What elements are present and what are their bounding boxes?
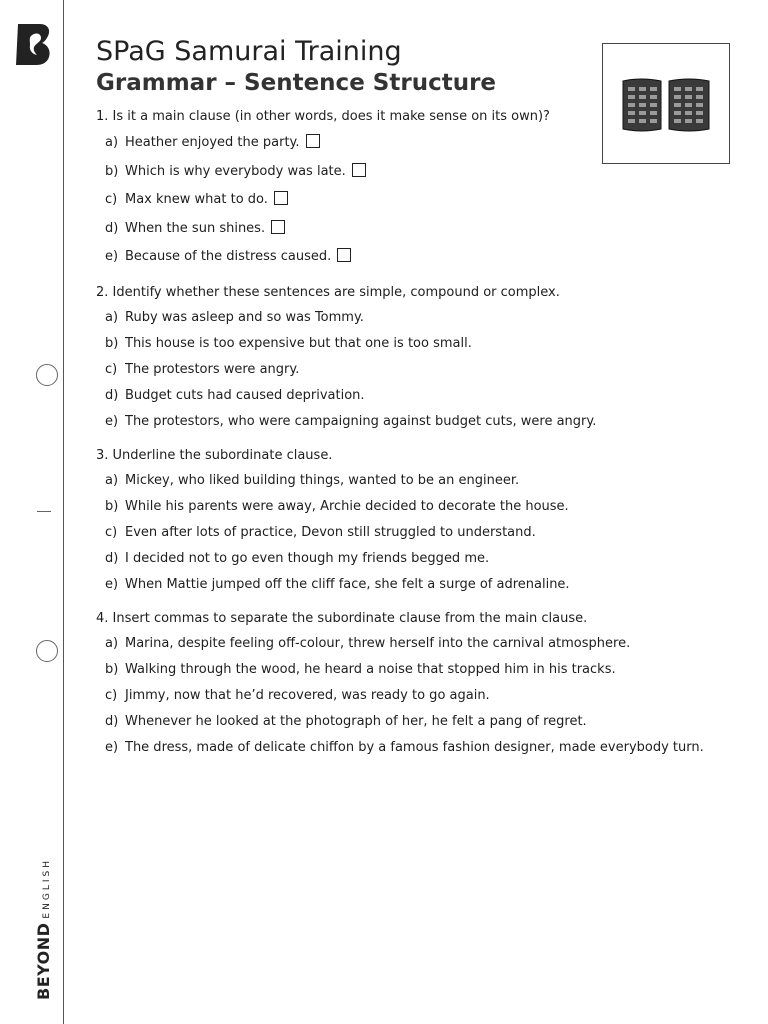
item-letter: e) xyxy=(105,249,119,264)
item-text: Max knew what to do. xyxy=(125,192,268,207)
brand-main: BEYOND xyxy=(34,922,53,1000)
item-text: When Mattie jumped off the cliff face, she felt a surge of adrenaline. xyxy=(125,576,570,592)
item-letter: b) xyxy=(105,498,119,514)
question-2 xyxy=(96,281,746,435)
list-item xyxy=(96,631,746,657)
item-letter: d) xyxy=(105,550,119,566)
question-3 xyxy=(96,444,746,598)
item-letter: a) xyxy=(105,135,119,150)
answer-checkbox[interactable] xyxy=(337,248,351,262)
item-text: Heather enjoyed the party. xyxy=(125,135,300,150)
item-letter: d) xyxy=(105,713,119,729)
item-text: When the sun shines. xyxy=(125,220,266,236)
item-text: This house is too expensive but that one is too small. xyxy=(125,335,472,351)
item-letter: c) xyxy=(105,524,118,540)
item-text: Marina, despite feeling off-colour, threw herself into the carnival atmosphere. xyxy=(125,635,631,651)
question-1 xyxy=(96,105,746,272)
list-item xyxy=(96,243,746,272)
list-item xyxy=(96,494,746,520)
list-item xyxy=(96,215,746,244)
list-item xyxy=(96,735,746,761)
item-text: The protestors, who were campaigning against budget cuts, were angry. xyxy=(125,413,597,429)
item-letter: c) xyxy=(105,687,118,703)
item-text: While his parents were away, Archie decided to decorate the house. xyxy=(125,498,569,514)
item-letter: d) xyxy=(105,387,119,403)
page-title: SPaG Samurai Training xyxy=(96,36,402,67)
fold-mark xyxy=(37,511,51,512)
list-item xyxy=(96,186,746,215)
answer-checkbox[interactable] xyxy=(271,220,285,234)
margin-rule xyxy=(63,0,64,1024)
list-item xyxy=(96,331,746,357)
question-title: 3. Underline the subordinate clause. xyxy=(96,447,333,463)
item-letter: a) xyxy=(105,472,119,488)
item-text: Because of the distress caused. xyxy=(125,249,332,264)
item-text: Mickey, who liked building things, wanted to be an engineer. xyxy=(125,472,520,488)
list-item xyxy=(96,546,746,572)
question-title: 2. Identify whether these sentences are simple, compound or complex. xyxy=(96,284,560,300)
item-text: The protestors were angry. xyxy=(125,361,300,377)
list-item xyxy=(96,158,746,187)
item-letter: e) xyxy=(105,739,119,755)
item-text: I decided not to go even though my friends begged me. xyxy=(125,550,490,566)
answer-checkbox[interactable] xyxy=(306,134,320,148)
item-letter: b) xyxy=(105,661,119,677)
item-text: Which is why everybody was late. xyxy=(125,163,346,179)
list-item xyxy=(96,305,746,331)
item-letter: a) xyxy=(105,309,119,325)
punch-hole xyxy=(36,640,58,662)
list-item xyxy=(96,383,746,409)
item-letter: a) xyxy=(105,635,119,651)
item-text: The dress, made of delicate chiffon by a famous fashion designer, made everybody turn. xyxy=(125,739,704,755)
item-text: Jimmy, now that he’d recovered, was ready to go again. xyxy=(125,687,490,703)
answer-checkbox[interactable] xyxy=(274,191,288,205)
question-title: 1. Is it a main clause (in other words, does it make sense on its own)? xyxy=(96,109,550,124)
item-text: Budget cuts had caused deprivation. xyxy=(125,387,365,403)
answer-checkbox[interactable] xyxy=(352,163,366,177)
list-item xyxy=(96,520,746,546)
list-item xyxy=(96,657,746,683)
item-letter: d) xyxy=(105,220,119,236)
item-letter: c) xyxy=(105,192,118,207)
list-item xyxy=(96,709,746,735)
list-item xyxy=(96,468,746,494)
item-text: Whenever he looked at the photograph of her, he felt a pang of regret. xyxy=(125,713,587,729)
item-letter: e) xyxy=(105,576,119,592)
item-text: Even after lots of practice, Devon still struggled to understand. xyxy=(125,524,536,540)
list-item xyxy=(96,409,746,435)
item-letter: e) xyxy=(105,413,119,429)
beyond-logo-icon xyxy=(14,22,52,66)
list-item xyxy=(96,357,746,383)
question-4 xyxy=(96,607,746,761)
list-item xyxy=(96,572,746,598)
item-letter: b) xyxy=(105,163,119,179)
item-text: Walking through the wood, he heard a noise that stopped him in his tracks. xyxy=(125,661,616,677)
question-list xyxy=(96,105,746,761)
item-letter: b) xyxy=(105,335,119,351)
punch-hole xyxy=(36,364,58,386)
page-subtitle: Grammar – Sentence Structure xyxy=(96,70,497,96)
brand-sub: ENGLISH xyxy=(42,858,52,919)
item-text: Ruby was asleep and so was Tommy. xyxy=(125,309,364,325)
brand-logo xyxy=(34,858,54,1000)
list-item xyxy=(96,683,746,709)
list-item xyxy=(96,129,746,158)
item-letter: c) xyxy=(105,361,118,377)
question-title: 4. Insert commas to separate the subordinate clause from the main clause. xyxy=(96,610,588,626)
